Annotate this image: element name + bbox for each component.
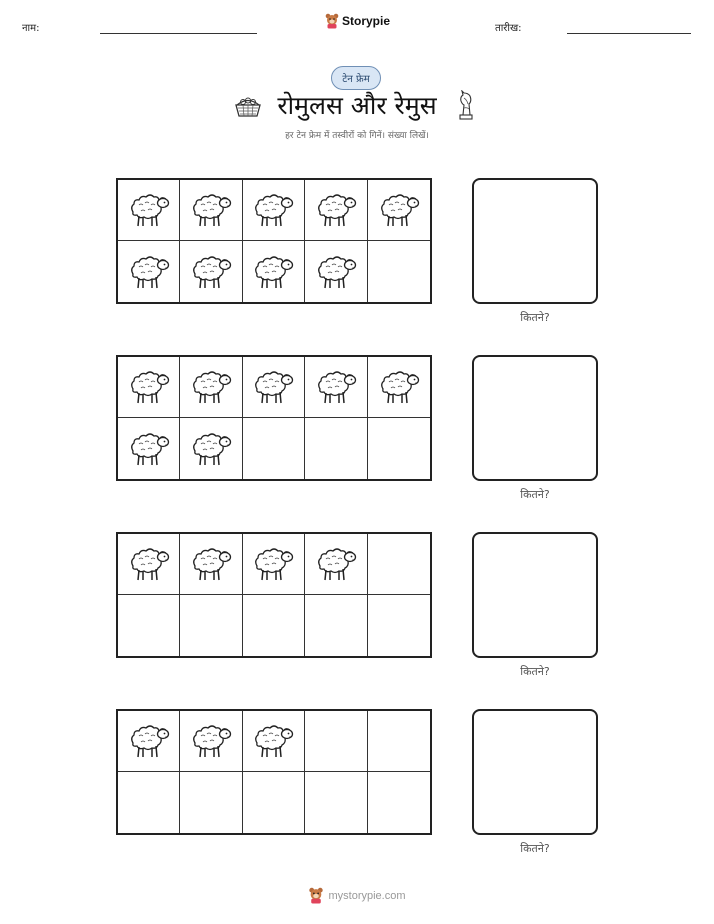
frame-cell [305,534,367,595]
ten-frame-3 [116,532,432,658]
frame-cell [305,241,367,302]
frame-cell [180,711,242,772]
frame-cell [243,595,305,656]
sheep-icon [127,367,171,407]
frame-cell [305,180,367,241]
instructions: हर टेन फ्रेम में तस्वीरों को गिनें। संख्या लिखें। [285,131,429,141]
sheep-icon [251,190,295,230]
answer-label-3: कितने? [520,665,550,678]
frame-cell [305,418,367,479]
frame-cell [118,711,180,772]
frame-cell [368,418,430,479]
sheep-icon [189,544,233,584]
date-label: तारीख: [495,23,522,34]
answer-box-2[interactable] [472,355,598,481]
frame-cell [368,711,430,772]
brand-name: Storypie [342,14,391,28]
brand-logo [325,13,390,29]
sheep-icon [127,721,171,761]
frame-cell [368,772,430,833]
frame-cell [118,357,180,418]
frame-cell [180,772,242,833]
frame-cell [368,180,430,241]
frame-cell [305,595,367,656]
frame-cell [243,357,305,418]
ten-frame-1 [116,178,432,304]
sheep-icon [127,544,171,584]
frame-cell [118,595,180,656]
answer-label-1: कितने? [520,311,550,324]
sheep-icon [314,544,358,584]
frame-cell [118,418,180,479]
sheep-icon [127,252,171,292]
sheep-icon [251,721,295,761]
sheep-icon [314,252,358,292]
answer-box-1[interactable] [472,178,598,304]
frame-cell [180,180,242,241]
frame-cell [118,241,180,302]
frame-cell [305,772,367,833]
frame-cell [118,180,180,241]
frame-cell [368,357,430,418]
frame-cell [243,241,305,302]
frame-cell [243,772,305,833]
frame-cell [180,534,242,595]
sheep-icon [377,190,421,230]
sheep-icon [251,367,295,407]
sheep-icon [189,190,233,230]
answer-box-4[interactable] [472,709,598,835]
ten-frame-2 [116,355,432,481]
sheep-icon [314,190,358,230]
answer-label-4: कितने? [520,842,550,855]
basket-icon [233,94,263,118]
name-line[interactable] [100,33,257,34]
sheep-icon [251,544,295,584]
bear-mascot-icon [325,13,339,29]
sheep-icon [189,367,233,407]
date-line[interactable] [567,33,691,34]
sheep-icon [127,190,171,230]
name-label: नाम: [22,23,40,34]
frame-cell [243,711,305,772]
sheep-icon [189,429,233,469]
frame-cell [180,595,242,656]
answer-box-3[interactable] [472,532,598,658]
frame-cell [368,595,430,656]
bear-mascot-icon [308,887,324,904]
sheep-icon [377,367,421,407]
frame-cell [118,772,180,833]
footer-url[interactable]: mystorypie.com [328,889,406,902]
answer-label-2: कितने? [520,488,550,501]
ten-frame-4 [116,709,432,835]
sheep-icon [127,429,171,469]
worksheet-tag: टेन फ्रेम [331,66,381,90]
footer [0,887,714,904]
frame-cell [305,711,367,772]
frame-cell [368,241,430,302]
page-title: रोमुलस और रेमुस [277,91,437,120]
sheep-icon [189,252,233,292]
frame-cell [180,418,242,479]
frame-cell [243,534,305,595]
frame-cell [180,357,242,418]
frame-cell [243,180,305,241]
sheep-icon [314,367,358,407]
frame-cell [180,241,242,302]
sheep-icon [189,721,233,761]
wolf-statue-icon [455,90,477,120]
frame-cell [368,534,430,595]
frame-cell [243,418,305,479]
sheep-icon [251,252,295,292]
frame-cell [305,357,367,418]
frame-cell [118,534,180,595]
